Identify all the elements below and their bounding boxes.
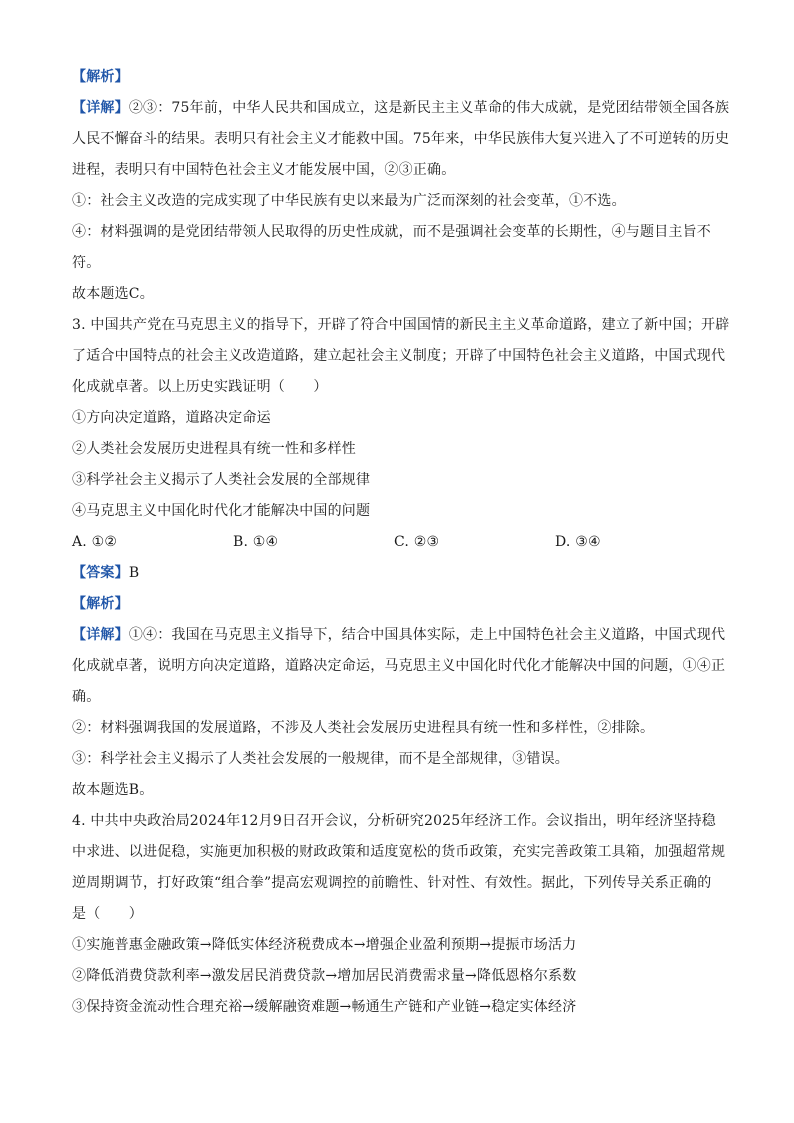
question-item: ②降低消费贷款利率→激发居民消费贷款→增加居民消费需求量→降低恩格尔系数 [72, 968, 577, 984]
option-d: D. ③④ [555, 534, 601, 550]
question-stem: 逆周期调节，打好政策“组合拳”提高宏观调控的前瞻性、针对性、有效性。据此，下列传导关系正确的 [72, 875, 712, 891]
analysis-heading [72, 589, 724, 620]
question-stem: 中求进、以进促稳，实施更加积极的财政政策和适度宽松的货币政策，充实完善政策工具箱，加强超常规 [72, 844, 726, 860]
analysis-tag: 【解析】 [72, 69, 129, 85]
question-item: ②人类社会发展历史进程具有统一性和多样性 [72, 441, 356, 457]
question-item: ①实施普惠金融政策→降低实体经济税费成本→增强企业盈利预期→提振市场活力 [72, 937, 577, 953]
detail-text: ②③：75年前，中华人民共和国成立，这是新民主主义革命的伟大成就，是党团结带领全国各族 [128, 100, 730, 116]
question-stem: 是（ ） [72, 906, 143, 922]
question-item: ③科学社会主义揭示了人类社会发展的全部规律 [72, 472, 371, 488]
answer-line [72, 558, 724, 589]
question-stem: 化成就卓著。以上历史实践证明（ ） [72, 379, 328, 395]
conclusion: 故本题选B。 [72, 782, 154, 798]
detail-line: 化成就卓著，说明方向决定道路，道路决定命运，马克思主义中国化时代化才能解决中国的问题，①④正 [72, 658, 726, 674]
question-item: ①方向决定道路，道路决定命运 [72, 410, 271, 426]
analysis-point: ③：科学社会主义揭示了人类社会发展的一般规律，而不是全部规律，③错误。 [72, 751, 569, 767]
document-page [72, 62, 730, 1023]
option-b: B. ①④ [233, 534, 279, 550]
answer-options [72, 527, 724, 558]
detail-line [72, 93, 730, 124]
detail-text: ①④：我国在马克思主义指导下，结合中国具体实际，走上中国特色社会主义道路，中国式现代 [128, 627, 726, 643]
option-a: A. ①② [72, 534, 118, 550]
detail-line [72, 620, 724, 651]
answer-value: B [128, 565, 140, 581]
detail-tag: 【详解】 [72, 100, 129, 116]
analysis-heading [72, 62, 724, 93]
question-stem: 3. 中国共产党在马克思主义的指导下，开辟了符合中国国情的新民主主义革命道路，建立了新中国；开辟 [72, 317, 730, 333]
analysis-tag: 【解析】 [72, 596, 129, 612]
analysis-point: ②：材料强调我国的发展道路，不涉及人类社会发展历史进程具有统一性和多样性，②排除。 [72, 720, 655, 736]
detail-tag: 【详解】 [72, 627, 129, 643]
question-stem: 4. 中共中央政治局2024年12月9日召开会议，分析研究2025年经济工作。会议指出，明年经济坚持稳 [72, 813, 716, 829]
question-stem: 了适合中国特点的社会主义改造道路，建立起社会主义制度；开辟了中国特色社会主义道路，中国式现代 [72, 348, 726, 364]
detail-line: 进程，表明只有中国特色社会主义才能发展中国，②③正确。 [72, 162, 456, 178]
detail-line: 人民不懈奋斗的结果。表明只有社会主义才能救中国。75年来，中华民族伟大复兴进入了不可逆转的历史 [72, 131, 730, 147]
detail-line: 确。 [72, 689, 101, 705]
conclusion: 故本题选C。 [72, 286, 154, 302]
analysis-point: ①：社会主义改造的完成实现了中华民族有史以来最为广泛而深刻的社会变革，①不选。 [72, 193, 626, 209]
option-c: C. ②③ [394, 534, 440, 550]
analysis-point: ④：材料强调的是党团结带领人民取得的历史性成就，而不是强调社会变革的长期性，④与题目主旨不 [72, 224, 711, 240]
answer-tag: 【答案】 [72, 565, 129, 581]
question-item: ④马克思主义中国化时代化才能解决中国的问题 [72, 503, 371, 519]
question-item: ③保持资金流动性合理充裕→缓解融资难题→畅通生产链和产业链→稳定实体经济 [72, 999, 577, 1015]
analysis-point: 符。 [72, 255, 101, 271]
